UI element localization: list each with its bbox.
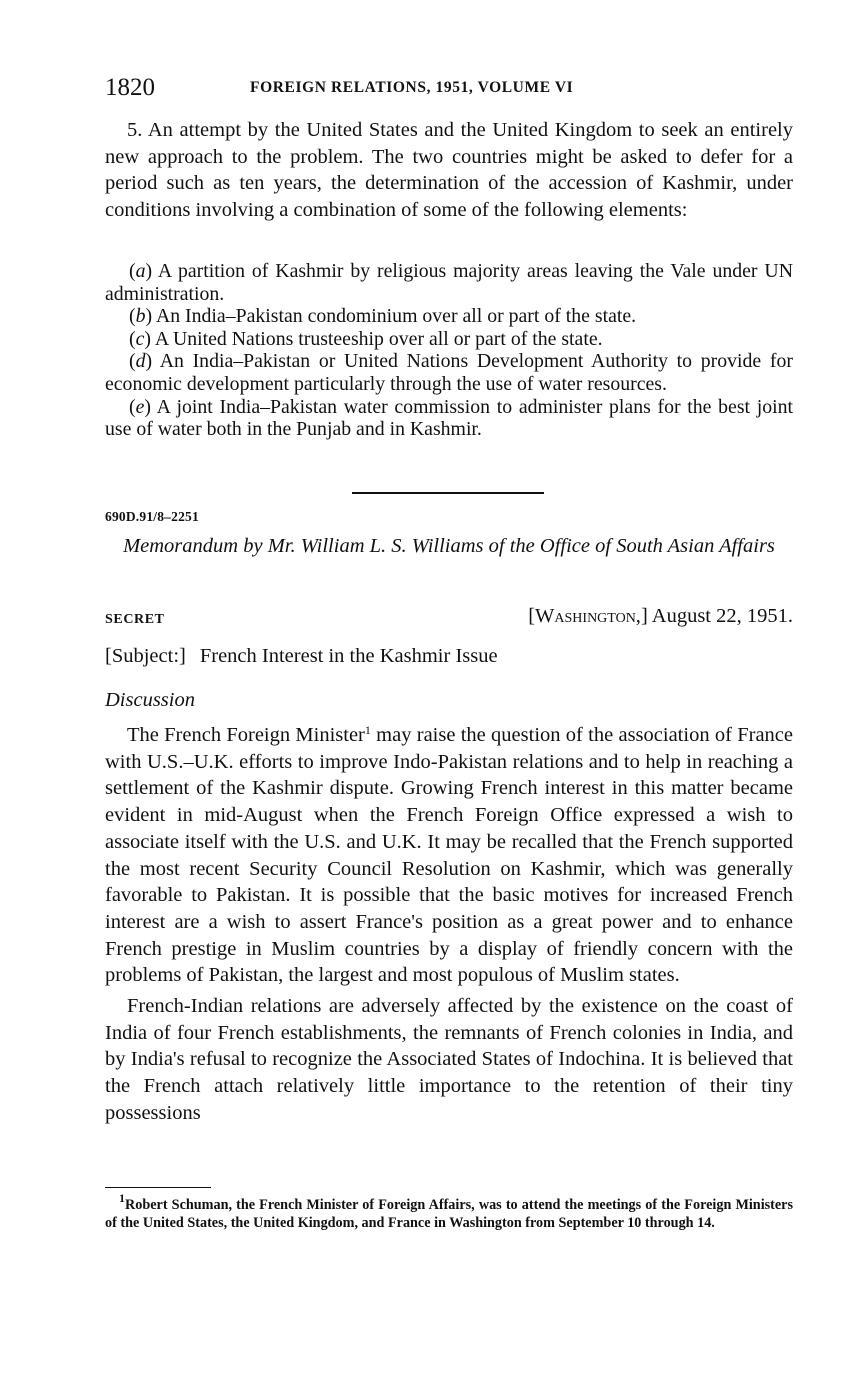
paragraph-text: The French Foreign Minister	[127, 724, 365, 746]
list-marker: b	[135, 305, 146, 328]
point-5-block	[105, 117, 793, 224]
dateline: [Washington,] August 22, 1951.	[528, 605, 793, 627]
list-item-d: (d) An India–Pakistan or United Nations Development Authority to provide for economic development particularly through the use of water resources.	[105, 350, 793, 395]
section-divider	[352, 492, 544, 494]
point-5-paragraph: 5. An attempt by the United States and the United Kingdom to seek an entirely new approach to the problem. The two countries might be asked to defer for a period such as ten years, the determination of the accession of Kashmir, under conditions involving a combination of some of the following elements:	[105, 119, 793, 222]
page-number: 1820	[105, 74, 155, 101]
classification-label: SECRET	[105, 612, 165, 627]
discussion-heading: Discussion	[105, 689, 195, 711]
discussion-paragraph-2: French-Indian relations are adversely affected by the existence on the coast of India of four French establishments, the remnants of French colonies in India, and by India's refusal to recognize the Associated States of Indochina. It is believed that the French attach relatively little importance to the retention of their tiny possessions	[105, 995, 793, 1124]
list-item-b: (b) An India–Pakistan condominium over all or part of the state.	[129, 305, 637, 328]
footnote	[105, 1191, 793, 1232]
footnote-divider	[105, 1187, 211, 1188]
footnote-number: 1	[119, 1191, 125, 1205]
subject-line	[105, 645, 498, 668]
memo-title: Memorandum by Mr. William L. S. Williams of the Office of South Asian Affairs	[123, 535, 775, 557]
list-item-text: A joint India–Pakistan water commission to administer plans for the best joint use of water both in the Punjab and in Kashmir.	[105, 395, 793, 441]
list-item-text: A United Nations trusteeship over all or part of the state.	[154, 327, 603, 350]
list-marker: c	[135, 327, 145, 350]
paragraph-text: may raise the question of the association of France with U.S.–U.K. efforts to improve Indo-Pakistan relations and to help in reaching a settlement of the Kashmir dispute. Growing French interest in this matter became evident in mid-August when the French Foreign Office expressed a wish to associate itself with the U.S. and U.K. It may be recalled that the French supported the most recent Security Council Resolution on Kashmir, which was generally favorable to Pakistan. It is possible that the basic motives for increased French interest are a wish to assert France's position as a great power and to enhance French prestige in Muslim countries by a display of friendly concern with the problems of Pakistan, the largest and most populous of Muslim states.	[105, 724, 793, 987]
list-marker: d	[135, 350, 146, 373]
list-item-text: An India–Pakistan or United Nations Development Authority to provide for economic development particularly through the use of water resources.	[105, 350, 793, 395]
list-marker: e	[135, 395, 145, 418]
list-item-text: An India–Pakistan condominium over all or part of the state.	[155, 305, 637, 328]
discussion-body	[105, 722, 793, 1127]
dateline-place: Washington,	[535, 605, 641, 627]
list-item-e: (e) A joint India–Pakistan water commission to administer plans for the best joint use of water both in the Punjab and in Kashmir.	[105, 395, 793, 441]
subject-text: French Interest in the Kashmir Issue	[199, 645, 498, 667]
list-marker: a	[135, 260, 146, 282]
list-item-a: (a) A partition of Kashmir by religious majority areas leaving the Vale under UN administration.	[105, 260, 793, 305]
list-item-text: A partition of Kashmir by religious majority areas leaving the Vale under UN administration.	[105, 260, 793, 305]
footnote-text: Robert Schuman, the French Minister of Foreign Affairs, was to attend the meetings of the Foreign Ministers of the United States, the United Kingdom, and France in Washington from September 10 through 14.	[105, 1197, 793, 1231]
running-head: FOREIGN RELATIONS, 1951, VOLUME VI	[250, 79, 574, 96]
list-item-c: (c) A United Nations trusteeship over all or part of the state.	[129, 327, 603, 350]
footnote-reference: 1	[364, 723, 371, 737]
elements-list	[105, 260, 793, 441]
dateline-date: August 22, 1951.	[651, 605, 793, 627]
subject-label: [Subject:]	[105, 645, 186, 667]
discussion-paragraph-1	[105, 722, 793, 989]
file-number: 690D.91/8–2251	[105, 509, 199, 524]
